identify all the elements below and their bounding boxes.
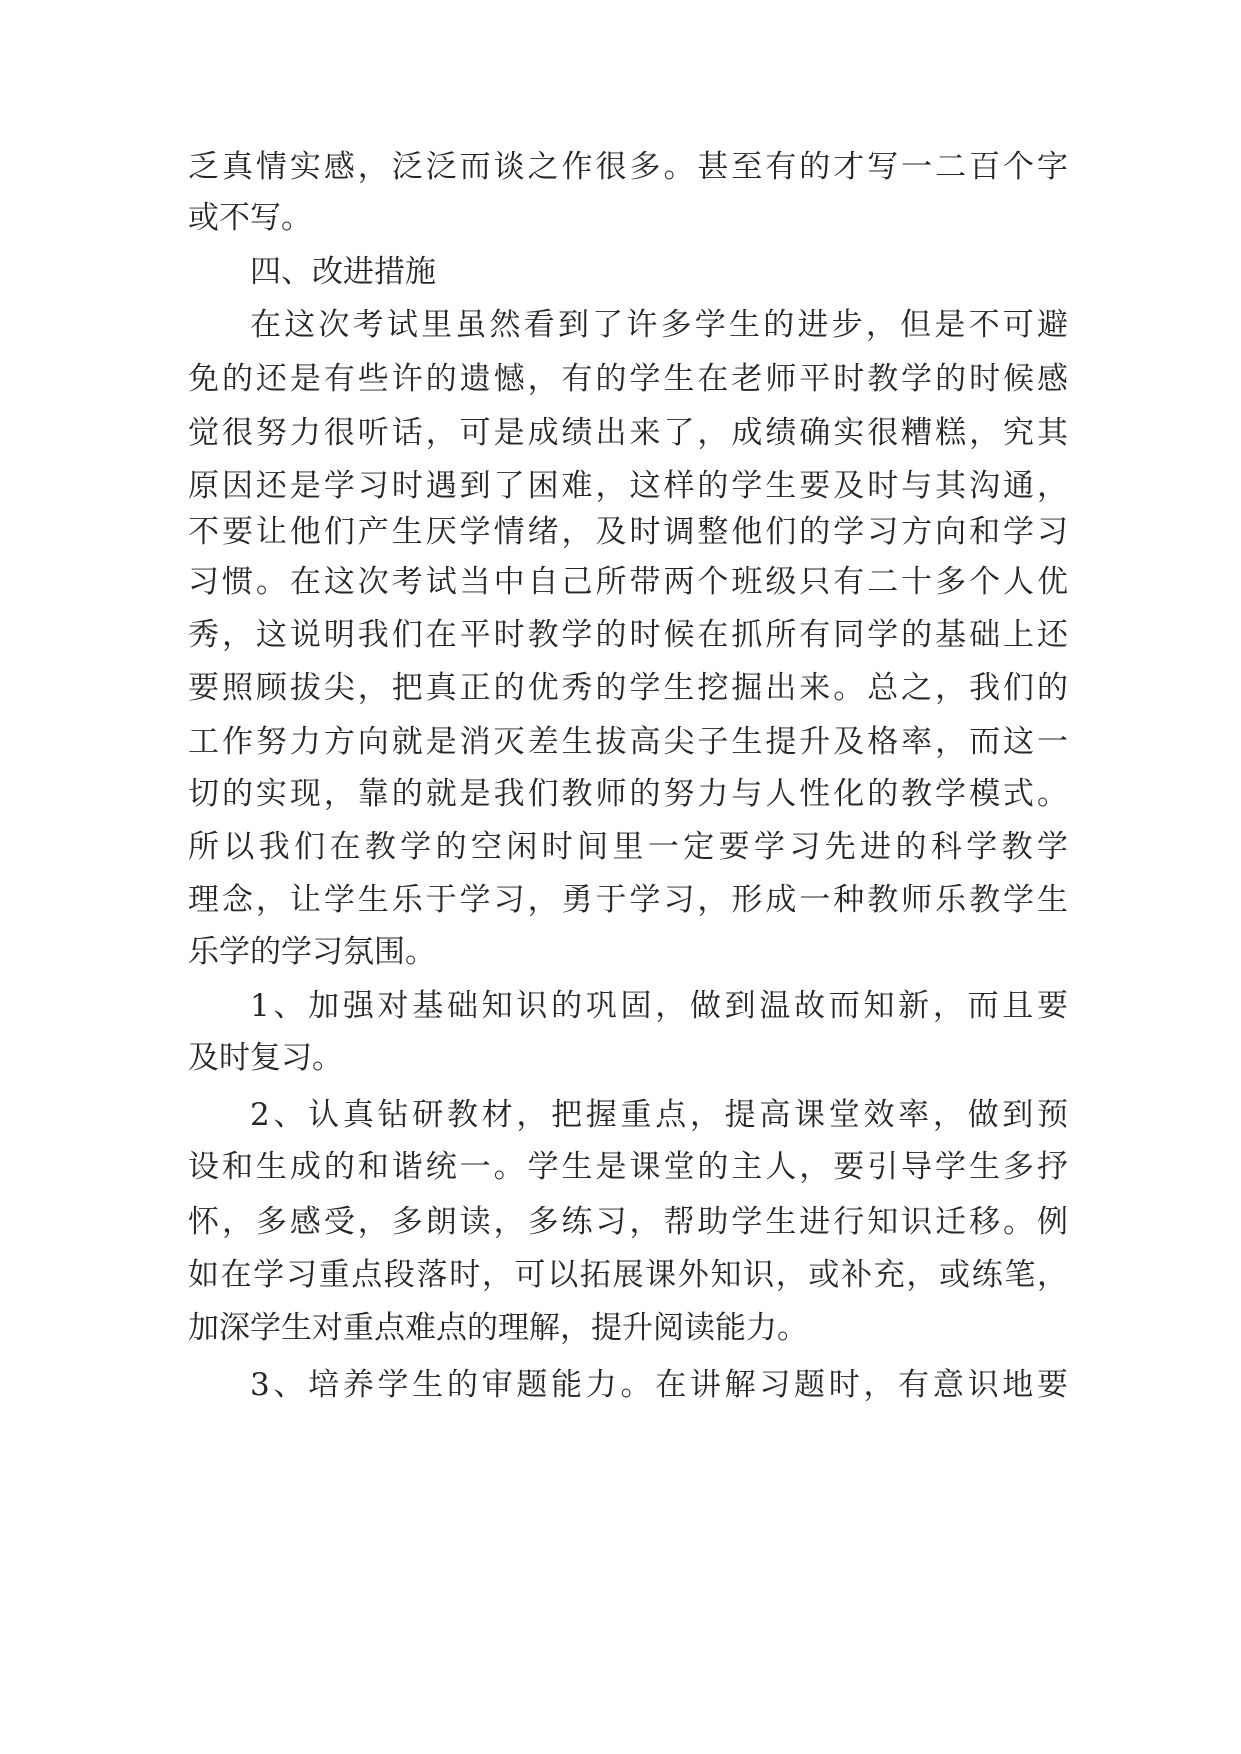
text-line-15: 理念，让学生乐于学习，勇于学习，形成一种教师乐教学生 xyxy=(188,882,1068,918)
text-line-10: 秀，这说明我们在平时教学的时候在抓所有同学的基础上还 xyxy=(188,617,1068,653)
text-line-14: 所以我们在教学的空闲时间里一定要学习先进的科学教学 xyxy=(188,829,1068,865)
list-item-2-line-2: 设和生成的和谐统一。学生是课堂的主人，要引导学生多抒 xyxy=(188,1149,1068,1185)
text-line-1: 乏真情实感，泛泛而谈之作很多。甚至有的才写一二百个字 xyxy=(188,149,1068,185)
list-item-3-line-1: 3、培养学生的审题能力。在讲解习题时，有意识地要 xyxy=(250,1367,1068,1403)
text-line-6: 觉很努力很听话，可是成绩出来了，成绩确实很糟糕，究其 xyxy=(188,415,1068,451)
list-item-1-line-2: 及时复习。 xyxy=(188,1040,343,1076)
list-item-2-line-1: 2、认真钻研教材，把握重点，提高课堂效率，做到预 xyxy=(250,1097,1068,1133)
text-line-2: 或不写。 xyxy=(188,200,312,236)
text-line-8: 不要让他们产生厌学情绪，及时调整他们的学习方向和学习 xyxy=(188,514,1068,550)
text-line-5: 免的还是有些许的遗憾，有的学生在老师平时教学的时候感 xyxy=(188,361,1068,397)
text-line-11: 要照顾拔尖，把真正的优秀的学生挖掘出来。总之，我们的 xyxy=(188,670,1068,706)
list-item-1-line-1: 1、加强对基础知识的巩固，做到温故而知新，而且要 xyxy=(250,988,1068,1024)
text-line-9: 习惯。在这次考试当中自己所带两个班级只有二十多个人优 xyxy=(188,564,1068,600)
section-heading: 四、改进措施 xyxy=(250,254,436,290)
list-item-2-line-3: 怀，多感受，多朗读，多练习，帮助学生进行知识迁移。例 xyxy=(188,1204,1068,1240)
text-line-13: 切的实现，靠的就是我们教师的努力与人性化的教学模式。 xyxy=(188,776,1068,812)
text-line-4: 在这次考试里虽然看到了许多学生的进步，但是不可避 xyxy=(250,307,1068,343)
list-item-2-line-4: 如在学习重点段落时，可以拓展课外知识，或补充，或练笔， xyxy=(188,1257,1068,1293)
text-line-7: 原因还是学习时遇到了困难，这样的学生要及时与其沟通， xyxy=(188,468,1068,504)
text-line-12: 工作努力方向就是消灭差生拔高尖子生提升及格率，而这一 xyxy=(188,724,1068,760)
list-item-2-line-5: 加深学生对重点难点的理解，提升阅读能力。 xyxy=(188,1310,808,1346)
text-line-16: 乐学的学习氛围。 xyxy=(188,934,436,970)
